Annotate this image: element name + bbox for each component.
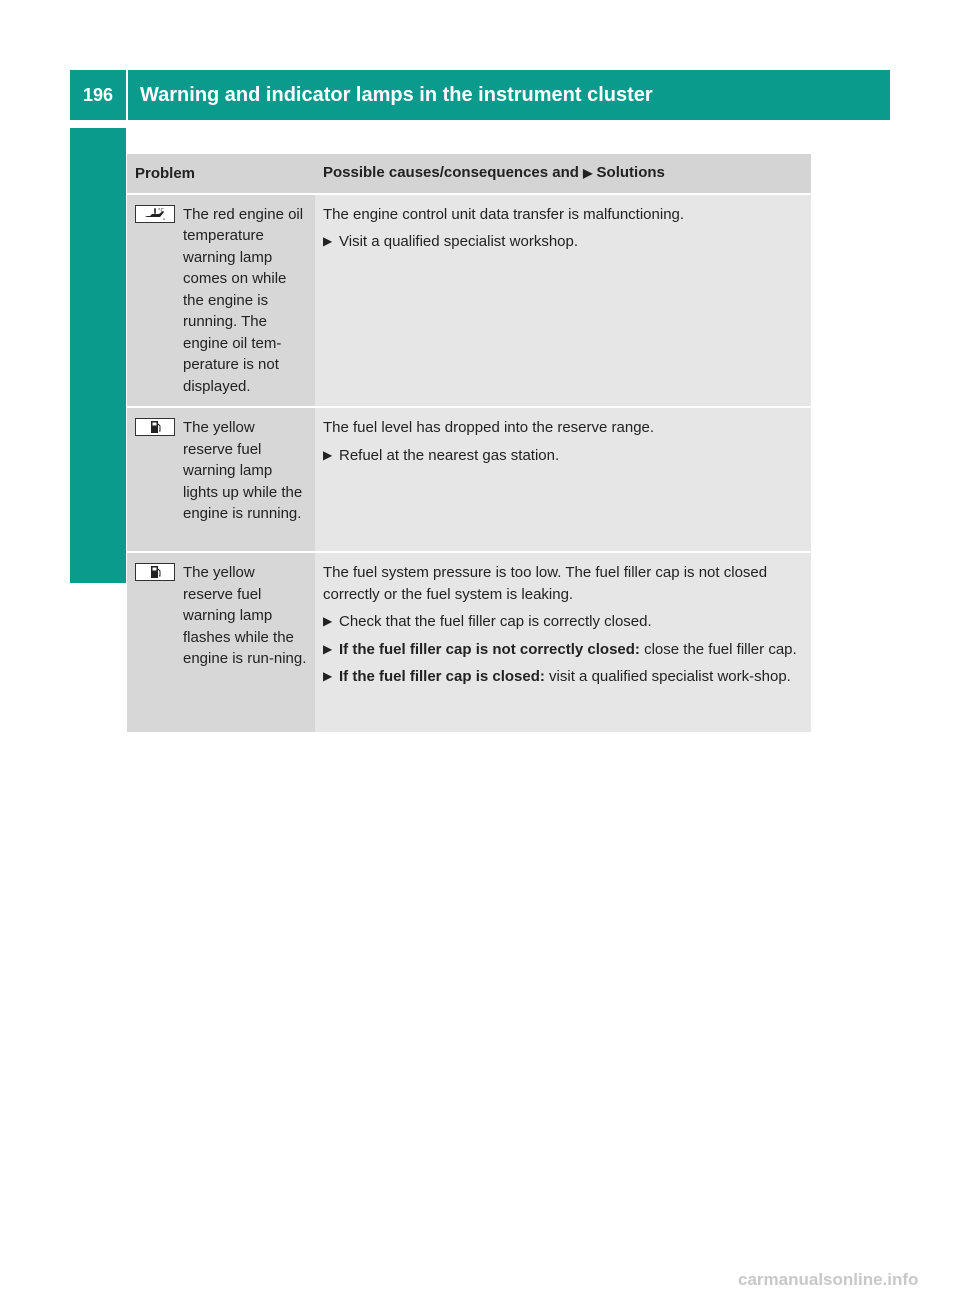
step-condition: If the fuel filler cap is closed: [339,668,545,685]
fuel-pump-icon [135,563,175,581]
problem-text: The yellow reserve fuel warning lamp flashes while the engine is run-ning. [183,564,307,667]
table-row [127,407,811,552]
arrow-icon: ▶ [323,614,333,628]
step-action: visit a qualified specialist work-shop. [544,668,791,685]
page-title: Warning and indicator lamps in the instrument cluster [140,84,653,106]
cause-text: The fuel level has dropped into the reserve range. [323,419,655,436]
section-label: On-board computer and displays [86,193,109,507]
watermark: carmanualsonline.info [738,1270,919,1289]
arrow-icon: ▶ [323,641,333,656]
fuel-pump-icon [135,418,175,436]
solutions-header-text: Solutions [596,164,665,181]
arrow-icon: ▶ [583,166,593,180]
step-action: Check that the fuel filler cap is correctly closed. [339,613,652,630]
solution-step [323,666,803,688]
solution-step [323,611,803,633]
step-action: Visit a qualified specialist workshop. [339,233,579,250]
table-header-row [127,154,811,194]
step-condition: If the fuel filler cap is not correctly closed: [339,640,640,658]
solution-step [323,639,803,661]
page-number: 196 [82,85,114,105]
table-row [127,194,811,408]
problem-text: The yellow reserve fuel warning lamp lights up while the engine is running. [183,419,303,522]
step-action: Refuel at the nearest gas station. [339,446,560,464]
solution-cell [315,552,811,732]
solution-step [323,231,803,253]
solution-cell [315,407,811,552]
solution-cell [315,194,811,408]
step-text [339,611,652,633]
cause-text: The engine control unit data transfer is malfunctioning. [323,205,685,223]
step-text [339,666,791,688]
problem-text: The red engine oil temperature warning lamp comes on while the engine is running. The engine oil tem-perature is not displayed. [183,205,304,395]
causes-header-text: Possible causes/consequences and [323,164,579,181]
step-text [339,639,797,661]
problem-cell [127,552,315,732]
table-row [127,552,811,732]
header-divider [126,70,128,120]
problem-cell [127,407,315,552]
problem-table [127,154,811,732]
problem-column-header: Problem [127,154,315,194]
step-text [339,231,578,253]
svg-text:°C: °C [158,207,164,214]
arrow-icon: ▶ [323,234,333,248]
problem-cell [127,194,315,408]
step-action: close the fuel filler cap. [639,640,797,658]
arrow-icon: ▶ [323,447,333,462]
arrow-icon: ▶ [323,669,333,683]
solution-step [323,445,803,467]
step-text [339,445,559,467]
cause-text: The fuel system pressure is too low. The fuel filler cap is not closed correctly or the fuel system is leaking. [323,564,768,603]
solutions-column-header [315,154,811,194]
oil-temperature-icon [135,205,175,223]
